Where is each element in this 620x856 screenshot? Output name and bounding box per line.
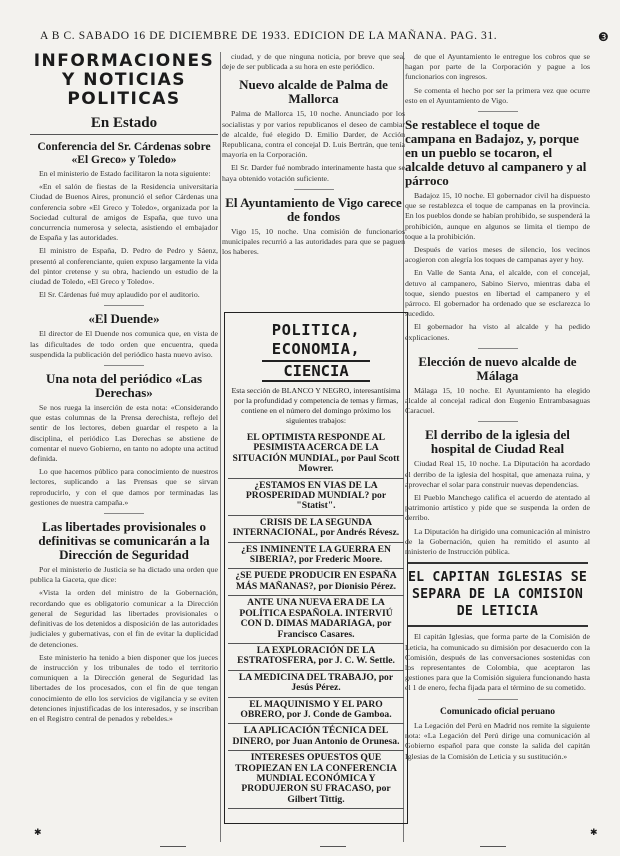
box-item-title: EL MAQUINISMO Y EL PARO OBRERO, xyxy=(240,698,383,720)
article-paragraph: «Vista la orden del ministro de la Gobernación, recordando que es obligatorio comunicar a la Dirección general de Seguridad las libertades provisionales o definitivas de los detenidos a disposición de las autoridades judiciales y gubernativas, con el fin de evitar la duplicidad de detenciones. xyxy=(30,588,218,649)
box-item-author: por Juan Antonio de Orunesa. xyxy=(275,735,400,747)
page-mark: ✱ xyxy=(590,828,598,838)
article-paragraph: El director de El Duende nos comunica que, en vista de las dificultades de todo orden que encuentra, queda suspendida la publicación del periódico hasta nuevo aviso. xyxy=(30,329,218,359)
box-item-title: CRISIS DE LA SEGUNDA INTERNACIONAL, xyxy=(232,516,373,539)
article-paragraph: El Pueblo Manchego califica el acuerdo de atentado al patrimonio artístico y pide que se suspenda la orden de derribo. xyxy=(405,493,590,523)
box-item-author: por Jesús Pérez. xyxy=(291,671,394,694)
article-headline: El derribo de la iglesia del hospital de Ciudad Real xyxy=(425,427,570,457)
box-item-author: por Dionisio Pérez. xyxy=(318,580,397,592)
box-item-author: por Andrés Révesz. xyxy=(320,527,400,539)
box-item xyxy=(228,596,404,644)
article-headline: Conferencia del Sr. Cárdenas sobre «El Greco» y Toledo» xyxy=(37,141,211,166)
box-item xyxy=(228,644,404,671)
article-paragraph: El capitán Iglesias, que forma parte de la Comisión de Leticia, ha comunicado su dimisión por desacuerdo con la Comisión, después de las conversaciones sostenidas con los representantes de Colombia, que aceptaron las gestiones para que la Comisión siguiera funcionando hasta el 1 de enero, fecha fijada para el término de su cometido. xyxy=(405,632,590,693)
box-item-title: EL OPTIMISTA RESPONDE AL PESIMISTA ACERCA DE LA SITUACIÓN MUNDIAL, xyxy=(232,432,386,464)
column-2 xyxy=(222,52,405,260)
article-paragraph: Vigo 15, 10 noche. Una comisión de funcionarios municipales recurrió a las autoridades para que se paguen los haberes. xyxy=(222,226,405,257)
box-item-title: LA APLICACIÓN TÉCNICA DEL DINERO, xyxy=(232,725,389,747)
box-item xyxy=(228,479,404,516)
article-paragraph: El ministro de España, D. Pedro de Pedro y Sáenz, presentó al conferenciante, quien expuso largamente la vida del pintor cretense y su obra, haciendo un estudio de la ciudad de Toledo, «El Greco y Toledo». xyxy=(30,246,218,287)
box-item-title: ANTE UNA NUEVA ERA DE LA POLÍTICA ESPAÑOLA. INTERVIÚ CON D. DIMAS MADARIAGA, xyxy=(239,597,393,630)
box-item xyxy=(228,543,404,570)
box-item xyxy=(228,431,404,479)
article-paragraph: La Legación del Perú en Madrid nos remite la siguiente nota: «La Legación del Perú dirige una comunicación al Gobierno español para que conste la salida del capitán Iglesias de la Comisión de Leticia y su sustitución.» xyxy=(405,721,590,761)
box-item-title: INTERESES OPUESTOS QUE TROPIEZAN EN LA CONFERENCIA MUNDIAL ECONÓMICA Y PRODUJERON SU FRACASO, xyxy=(235,752,397,795)
box-item xyxy=(228,516,404,543)
article-headline: Las libertades provisionales o definitivas se comunicarán a la Dirección de Seguridad xyxy=(38,519,210,563)
box-item-author: por J. Conde de Gamboa. xyxy=(286,708,392,720)
box-item xyxy=(228,569,404,596)
separator xyxy=(478,111,518,112)
article-paragraph: El gobernador ha visto al alcalde y ha pedido explicaciones. xyxy=(405,322,590,342)
article-paragraph: La Diputación ha dirigido una comunicación al ministro de la Gobernación, quien ha remitido el asunto al ministerio de Instrucción pública. xyxy=(405,526,590,557)
box-item-title: LA EXPLORACIÓN DE LA ESTRATOSFERA, xyxy=(237,644,376,667)
article-paragraph: Se nos ruega la inserción de esta nota: «Considerando que estas columnas de la Prensa derechista, reflejo del sentir de los lectores, deben guardar el respeto a la disciplina, el periódico Las Derechas se abstiene de comentar el nuevo Gobierno, en tanto no adopte una actitud definida. xyxy=(30,403,218,464)
separator xyxy=(478,699,518,700)
page-header: A B C. SABADO 16 DE DICIEMBRE DE 1933. EDICION DE LA MAÑANA. PAG. 31. xyxy=(40,30,498,42)
section-title: INFORMACIONES Y NOTICIAS POLITICAS xyxy=(33,51,215,109)
box-item-title: LA MEDICINA DEL TRABAJO, xyxy=(238,671,377,683)
footer-rule xyxy=(160,846,186,847)
article-headline: Se restablece el toque de campana en Badajoz, y, porque en un pueblo se tocaron, el alcalde detuvo al campanero y al párroco xyxy=(405,117,587,189)
footer-rule xyxy=(480,846,506,847)
box-items xyxy=(228,431,404,809)
section-heading: En Estado xyxy=(30,115,218,135)
article-headline: Una nota del periódico «Las Derechas» xyxy=(45,371,202,401)
article-headline: Elección de nuevo alcalde de Málaga xyxy=(418,353,577,383)
box-item xyxy=(228,671,404,698)
box-title: POLITICA, ECONOMIA, xyxy=(271,321,361,358)
box-subtitle: CIENCIA xyxy=(262,360,370,382)
article-headline: Comunicado oficial peruano xyxy=(439,706,556,717)
separator xyxy=(104,365,144,366)
separator xyxy=(408,562,588,564)
column-rule xyxy=(220,52,221,842)
separator xyxy=(104,305,144,306)
separator xyxy=(104,513,144,514)
article-paragraph: «En el salón de fiestas de la Residencia universitaria Ciudad de Buenos Aires, pronunció el señor Cárdenas una conferencia sobre «El Greco y Toledo», organizada por la Sociedad cultural de amigos de España, que tuvo una concurrencia numerosa y selecta, asistiendo el embajador de España y las autoridades. xyxy=(30,182,218,243)
separator xyxy=(478,421,518,422)
article-paragraph: ciudad, y de que ninguna noticia, por breve que sea, deje de ser publicada a su hora en este periódico. xyxy=(222,52,405,72)
column-3 xyxy=(405,52,590,765)
separator xyxy=(408,625,588,627)
box-item xyxy=(228,698,404,725)
article-paragraph: Después de varios meses de silencio, los vecinos acogieron con alegría los toques de campanas ayer y hoy. xyxy=(405,245,590,265)
box-item-author: por Paul Scott Mowrer. xyxy=(298,452,400,475)
box-item-author: por "Statist". xyxy=(296,490,387,512)
article-headline: El Ayuntamiento de Vigo carece de fondos xyxy=(225,194,402,224)
page-mark: ✱ xyxy=(34,828,42,838)
article-paragraph: El Sr. Cárdenas fué muy aplaudido por el auditorio. xyxy=(39,290,200,300)
article-paragraph: Lo que hacemos público para conocimiento de nuestros lectores, suplicando a las Prensas que se sirvan reproducirlo, y con el que damos por terminadas las gestiones de nuestra campaña.» xyxy=(30,467,218,507)
page-mark: ❸ xyxy=(598,30,609,44)
article-headline: Nuevo alcalde de Palma de Mallorca xyxy=(239,77,388,107)
article-headline: «El Duende» xyxy=(88,311,160,327)
article-paragraph: Palma de Mallorca 15, 10 noche. Anunciado por los socialistas y por varios republicanos el deseo de cambiar de alcalde, fué elegido D. Emilio Darder, de Acción Republicana, contra el concejal D. Luis Bertrán, que tenía mayoría en la Corporación. xyxy=(222,109,405,160)
box-intro: Esta sección de BLANCO Y NEGRO, interesantísima por la profundidad y competencia de temas y firmas, contiene en el número del domingo próximo los siguientes trabajos: xyxy=(231,386,401,425)
article-headline: EL CAPITAN IGLESIAS SE SEPARA DE LA COMISION DE LETICIA xyxy=(407,570,588,620)
article-paragraph: Badajoz 15, 10 noche. El gobernador civil ha dispuesto que se restablezca el toque de campanas en la provincia. En los pueblos donde se habían prohibido, se suspenderá la prohibición, aunque en algunos se limita el tiempo de toque a la prohibición. xyxy=(405,191,590,241)
separator xyxy=(294,189,334,190)
article-paragraph: Por el ministerio de Justicia se ha dictado una orden que publica la Gaceta, que dice: xyxy=(30,565,218,585)
box-item-title: ¿SE PUEDE PRODUCIR EN ESPAÑA MÁS MAÑANAS?, xyxy=(235,570,397,592)
box-item-author: por Francisco Casares. xyxy=(277,618,392,640)
box-item xyxy=(228,751,404,809)
footer-rule xyxy=(320,846,346,847)
box-item-author: por Gilbert Tittig. xyxy=(287,783,391,805)
article-paragraph: Este ministerio ha tenido a bien disponer que los jueces de instrucción y los tribunales de todo el territorio comuniquen a la Dirección general de Seguridad las libertades de los procesados, con el fin de que tengan conocimiento de ello los servicios de vigilancia y se eviten detenciones injustificadas de los interesados, y se inscriban en el Registro central de penados y rebeldes.» xyxy=(30,652,218,723)
separator xyxy=(478,348,518,349)
article-paragraph: En el ministerio de Estado facilitaron la nota siguiente: xyxy=(39,169,211,178)
article-paragraph: El Sr. Darder fué nombrado interinamente hasta que se haya obtenido votación suficiente. xyxy=(222,163,405,183)
article-paragraph: Málaga 15, 10 noche. El Ayuntamiento ha elegido alcalde al concejal radical don Eugenio Entrambasaguas Caracuel. xyxy=(405,385,590,416)
box-item-title: ¿ES INMINENTE LA GUERRA EN SIBERIA?, xyxy=(241,543,391,566)
article-paragraph: Se comenta el hecho por ser la primera vez que ocurre esto en el Ayuntamiento de Vigo. xyxy=(405,85,590,105)
box-item xyxy=(228,724,404,751)
article-paragraph: Ciudad Real 15, 10 noche. La Diputación ha acordado el derribo de la iglesia del hospital, que amenaza ruina, y aprovechar el solar para construir nuevas dependencias. xyxy=(405,459,590,489)
article-paragraph: En Valle de Santa Ana, el alcalde, con el concejal, detuvo al campanero, Sabino Siervo, mientras daba el toque, siendo puestos en libertad el campanero y el párroco. El gobernador ha ordenado que se esclarezca lo sucedido. xyxy=(405,268,590,319)
box-item-title: ¿ESTAMOS EN VIAS DE LA PROSPERIDAD MUNDIAL? xyxy=(245,479,378,502)
box-item-author: por J. C. W. Settle. xyxy=(318,655,395,667)
article-paragraph: de que el Ayuntamiento le entregue los cobros que se hagan por parte de la Corporación y pague a los funcionarios con ingresos. xyxy=(405,52,590,82)
blanco-y-negro-box xyxy=(224,312,408,824)
column-1 xyxy=(30,52,218,727)
box-item-author: por Frederic Moore. xyxy=(298,554,383,566)
